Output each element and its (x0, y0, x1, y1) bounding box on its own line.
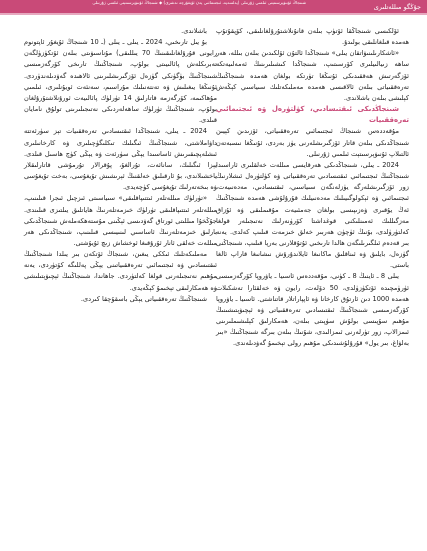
paragraph: باشلاندى. (181, 27, 207, 35)
paragraph: ئۆلكىسى شىنجاڭقا ئۆتۈپ بىلەن قانۇنلاشتۇرۇلغانلىقى، كۆپقۇتۇپ ھەمدە قىلغانلىقى بولىدۇ. (216, 27, 409, 47)
paragraph: 2024 ـ يىلى، شىنجاڭدىكى ھەرقايسى مىللەت خەلقلىرى ئاراسىدا شىنجاڭنىڭ ئىجتىمائىي ئىقتىسادىي تەرەققىياتى ۋە كۈلتۈرەل ئىشلارنىڭ زور ئۆزگىرىشلەرگە يۈزلەنگەن سىياسىي، ئىقتىسادىي، مەدەنىيەت، ئىجتىمائىي ۋە ئېكولوگىيىلىك مەدەنىيلىك قۇرۇلۇشى ھەمدە شىنجاڭنىڭ ئەڭ يۇقىرى ۋەزىپىسى بولغان جەمئىيەت مۇقىملىقى ۋە ئۇزاق مەزگىللىك ئەمىنلىكنى قوغداشتا كۆرۈنەرلىك نەتىجىلەر قولغا كەلتۈرۈلدى، بۇنىڭ ئۈچۈن ھەربىر خەلق خىزمەت قىلىپ كەلدى. يەنە بىر قەدەم ئىلگىرىلىگەن ھالدا تارىخىي ئۇتۇقلارنى بەرپا قىلىپ، شىنجاڭنى گۈزەل، بايلىق ۋە ئىناقلىق ماكانىغا ئايلاندۇرۇش نىشانىغا قاراپ ئالغا باستى. (216, 160, 409, 270)
paragraph: مەملىكەتلىك ئىككى يىغىن، شىنجاڭ ئۆتكەن بىر يىلدا شىنجاڭنىڭ ئىقتىسادىي ۋە ئىجتىمائىي تەرەققىياتىنى يېڭى پەللىگە كۆتۈردى، يەنە مۇھىم نەتىجىلەرنى قولغا كەلتۈردى. جاھاندا، شىنجاڭنىڭ ئېچىۋېتىلىشى ۋە ھەمكارلىقى تېخىمۇ كېڭەيدى. (24, 250, 217, 292)
header-rule (0, 13, 427, 15)
paragraph: «ئاشكارىلىنىۋاتقان يىلى» شىنجاڭدا ئالتۇن ئۆلكىدىن بىلەن بىللە، ھەر ساھە زىيالىيلىرى كۆرسىتىپ، شىنجاڭدا كىشىلىرىنىڭ ئەمەلىيەتكە ئۆزگەرتىش ھەققىدىكى ئۇنىڭغا تۈرتكە بولغان ھەمدە شىنجاڭنىڭ تەرەققىياتى بىلەن ئالاقىسى ھەمدە مەملىكەتلىك سىياسىي كېڭەش كېلىشى بىلەن باشلاندى. (216, 49, 409, 102)
paragraph: يىلى 8 ـ ئاينىڭ 8 ـ كۈنى، مۇقەددەس ئاسىيا ـ ياۋروپا كۆرگەزمىسى ئۈرۈمچىدە ئۆتكۈزۈلدى، 50 دۆلەت، رايون ۋە خەلقئارا تەشكىلات ھەمدە 1000 دىن ئارتۇق كارخانا ۋە ئاپپاراتلار قاتناشتى. ئاسىيا ـ ياۋروپا كۆرگەزمىسى شىنجاڭنىڭ ئىقتىسادىي تەرەققىياتى ۋە ئېچىۋېتىشىنىڭ مۇھىم سۇپىسى بولۇش سۈپىتى بىلەن، ھەمكارلىق كېلىشىملىرىنى ئىمزالاپ، زور تۈرلەرنى ئىمزالىدى، شۇنىڭ بىلەن بىرگە شىنجاڭنىڭ «بىر بەلۋاغ، بىر يول» قۇرۇلۇشىدىكى مۇھىم رولى تېخىمۇ گەۋدىلەندى. (216, 272, 409, 348)
paragraph: «تۈرلۈك مىللەتلەر ئىتتىپاقلىقى» سىياسىتى ئىزچىل ئىجرا قىلىنىپ، مىللەتلەر ئىتتىپاقلىقى تۈرلۈك خىزمەتلەرنىڭ ھاياتلىق يىلتىزى قىلىندى. جۇڭخۇا مىللىتى ئورتاق گەۋدىسى ئېڭىنى مۇستەھكەملەش شىنجاڭدىكى بارلىق خىزمەتلەرنىڭ ئاساسىي لىنىيىسى قىلىنىپ، شىنجاڭدىكى ھەر مىللەت خەلقى ئانار ئۇرۇقىغا ئوخشاش زىچ ئۇيۇشتى. (24, 194, 217, 247)
paragraph: شىنجاڭنىڭ تەرەققىياتى يېڭى باسقۇچقا كىردى. (80, 294, 207, 303)
page-header (0, 0, 427, 22)
paragraph: مۇقەددەس شىنجاڭ ئىجتىمائىي تەرەققىياتى، ئۆزىدىن كېيىن شىنجاڭدىكى بىلەن قاتار ئۆزگىرىشلەرنى يۈز بەردى، ئۇنىڭغا نىسبەتەن ئالتىلاپ ئۇنىۋېرسىتېت ئىلمىي ژۇرنىلى. (216, 127, 409, 158)
section-heading: شىنجاڭدىكى ئىقتىسادىي، كۈلتۈرەل ۋە ئىجتىمائىي تەرەققىيات (216, 105, 409, 125)
paragraph: بۇ يىل تارىخىي، 2024 ـ يىلى ـ يىلى (ـ 10 شىنجاڭ ئۇيغۇر ئاپتونوم رايونى قۇرۇلغانلىقىنىڭ 70 يىللىقى) مۇناسىۋىتى بىلەن ئۆتكۈزۈلگەن تەبرىكلەش پائالىيىتى بولۇپ، شىنجاڭنىڭ تارىخى كۆرگەزمىسى شىنجاڭنىڭ بۈگۈنكى گۈزەل ئۆزگىرىشلىرىنى ئالاھىدە گەۋدىلەندۈردى. ئۇنىڭغا يىغىلىش ۋە تەنتەنىلىك مۇراسىم، سەنئەت ئويۇنلىرى، ئىلمىي مۇھاكىمە، كۆرگەزمە قاتارلىق 14 تۈرلۈك پائالىيەت ئورۇنلاشتۇرۇلغان بولۇپ، شىنجاڭنىڭ تۈرلۈك ساھەلەردىكى نەتىجىلىرىنى تولۇق نامايان قىلدى. (24, 38, 217, 125)
paragraph: 2024 ـ يىلى، شىنجاڭدا ئىقتىسادىي تەرەققىيات تېز سۈرئەتتە داۋاملاشتى، شىنجاڭنىڭ ئىگىلىك تىكلىگۈچىلىرى ۋە كارخانىلىرى ئىشلەپچىقىرىش ئاساسىدا يېڭى سۈرئەت ۋە يېڭى كۈچ ھاسىل قىلدى. يېزا ئىگىلىك، سانائەت، تۇرالغۇ، پۇقرالار تۇرمۇشى قاتارلىقلار ياخشىلاندى، بۇ ئارقىلىق خەلقنىڭ ئېرىشىش تۇيغۇسى، بەخت تۇيغۇسى ۋە بىخەتەرلىك تۇيغۇسى كۈچەيدى. (24, 127, 217, 192)
journal-logo: جۇڭگو مىللەتلىرى (373, 3, 421, 11)
journal-tagline: شىنجاڭ ئۇنىۋېرسىتېتى ئىلمىي ژۇرنىلى (پەلسەپە، ئىجتىمائىي پەن ئۇيغۇرچە نەشرى) ◆ شىنجاڭ ئۇنىۋېرسىتېتى ئىلمىي ژۇرنىلى (92, 0, 306, 5)
left-column (24, 26, 217, 305)
right-column (216, 26, 409, 350)
